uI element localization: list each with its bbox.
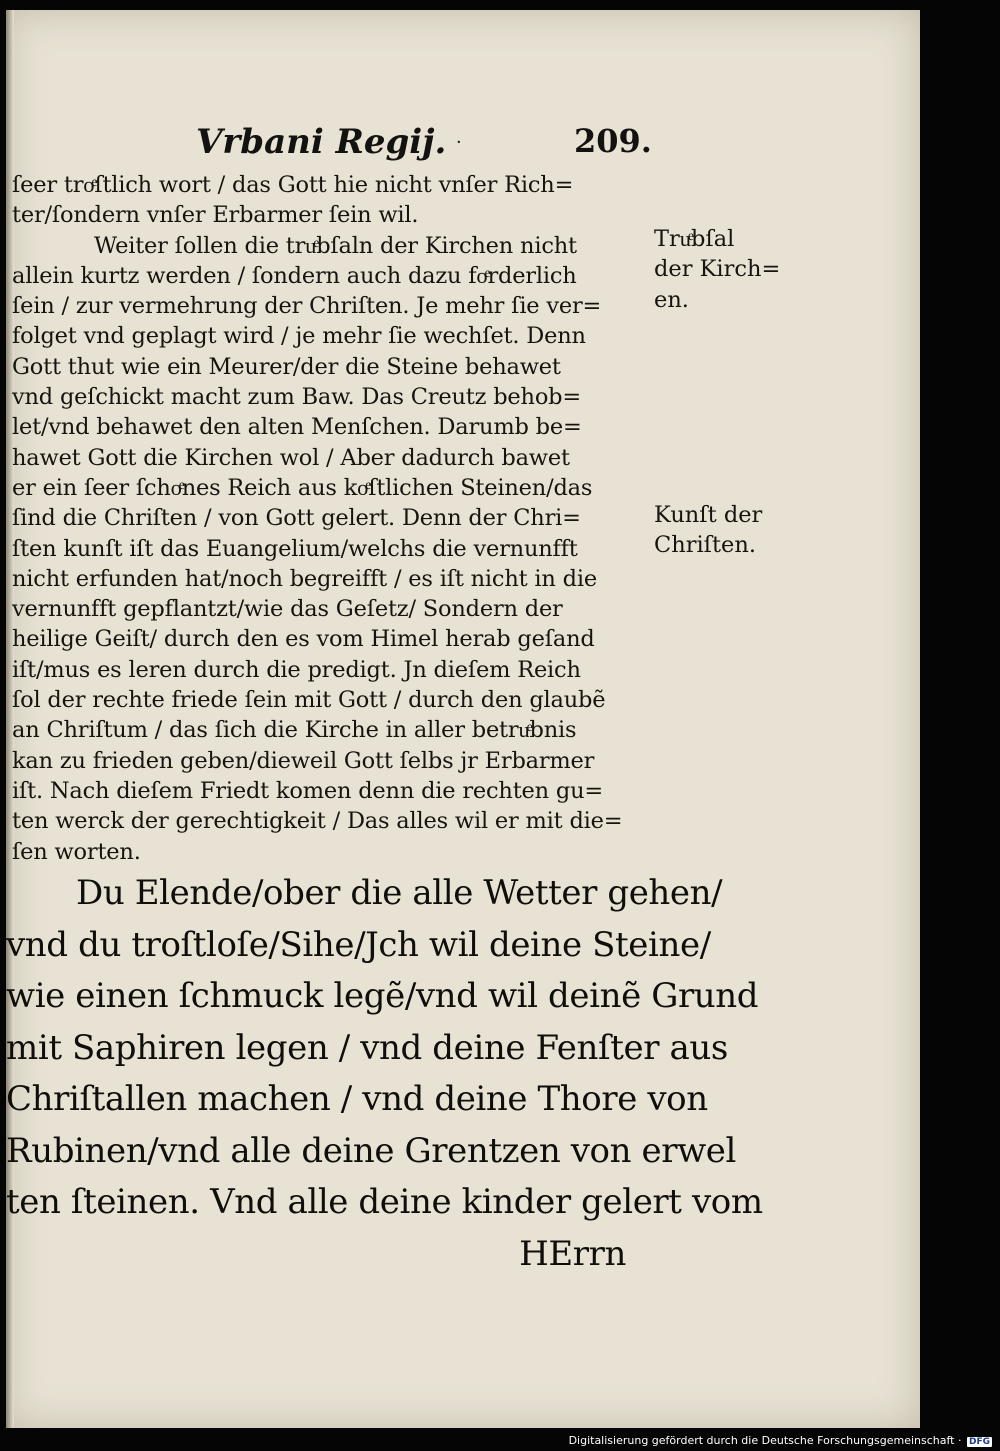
- text-line: an Chriſtum / das ſich die Kirche in aller betruͤbnis: [12, 717, 577, 744]
- margin-note-line: Chriſten.: [654, 532, 756, 559]
- text-line: nicht erfunden hat/noch begreifft / es iſt nicht in die: [12, 565, 597, 592]
- dfg-logo-icon: DFG: [968, 1437, 990, 1447]
- quote-line: Rubinen/vnd alle deine Grentzen von erwel: [6, 1130, 737, 1171]
- text-line: folget vnd geplagt wird / je mehr ſie wechſet. Denn: [12, 323, 586, 350]
- text-line: ter/ſondern vnſer Erbarmer ſein wil.: [12, 202, 419, 229]
- text-line: iſt/mus es leren durch die predigt. Jn dieſem Reich: [12, 656, 581, 683]
- body-text: [12, 170, 642, 867]
- quote-line: vnd du troſtloſe/Sihe/Jch wil deine Steine/: [6, 924, 711, 965]
- quote-line-catchword: HErrn: [519, 1233, 626, 1274]
- quote-line: Du Elende/ober die alle Wetter gehen/: [76, 873, 723, 913]
- page-header: [6, 122, 920, 162]
- text-line: ſol der rechte friede ſein mit Gott / durch den glaubẽ: [12, 687, 606, 714]
- text-line: iſt. Nach dieſem Friedt komen denn die rechten gu=: [12, 777, 604, 804]
- text-line: Weiter ſollen die truͤbſaln der Kirchen nicht: [94, 232, 577, 259]
- margin-note-line: Kunſt der: [654, 502, 763, 528]
- text-line: heilige Geiſt/ durch den es vom Himel herab geſand: [12, 626, 595, 653]
- text-line: vnd geſchickt macht zum Baw. Das Creutz behob=: [12, 384, 582, 411]
- digitization-credit: [569, 1434, 992, 1447]
- text-line: ſten kunſt iſt das Euangelium/welchs die vernunfft: [12, 535, 578, 562]
- credit-text: Digitalisierung gefördert durch die Deutsche Forschungsgemeinschaft ·: [568, 1434, 962, 1447]
- scripture-quote: [6, 868, 763, 1280]
- text-line: kan zu frieden geben/dieweil Gott ſelbs jr Erbarmer: [12, 747, 595, 774]
- text-line: ten werck der gerechtigkeit / Das alles wil er mit die=: [12, 808, 623, 835]
- margin-note-line: en.: [654, 286, 689, 313]
- quote-line: wie einen ſchmuck legẽ/vnd wil deinẽ Grund: [6, 976, 759, 1016]
- text-line: ſeer troͤſtlich wort / das Gott hie nicht vnſer Rich=: [12, 172, 574, 198]
- text-line: er ein ſeer ſchoͤnes Reich aus koͤſtlichen Steinen/das: [12, 474, 593, 501]
- margin-note-kunst: [654, 500, 762, 561]
- header-dot: ·: [456, 132, 462, 153]
- margin-note-line: der Kirch=: [654, 256, 781, 283]
- quote-line: ten ſteinen. Vnd alle deine kinder gelert vom: [6, 1182, 763, 1222]
- quote-line: mit Saphiren legen / vnd deine Fenſter aus: [6, 1027, 728, 1068]
- running-title: Vrbani Regij.: [196, 122, 447, 162]
- text-line: Gott thut wie ein Meurer/der die Steine behawet: [12, 353, 561, 380]
- margin-note-truebsal: [654, 224, 780, 315]
- text-line: ſind die Chriſten / von Gott gelert. Denn der Chri=: [12, 505, 581, 532]
- text-line: vernunfft gepflantzt/wie das Geſetz/ Sondern der: [12, 596, 563, 623]
- text-line: ſein / zur vermehrung der Chriſten. Je mehr ſie ver=: [12, 293, 602, 320]
- text-line: let/vnd behawet den alten Menſchen. Darumb be=: [12, 414, 582, 441]
- text-line: hawet Gott die Kirchen wol / Aber dadurch bawet: [12, 444, 570, 471]
- quote-line: Chriſtallen machen / vnd deine Thore von: [6, 1079, 708, 1119]
- margin-note-line: Truͤbſal: [654, 226, 735, 252]
- page-number: 209.: [574, 122, 652, 160]
- text-line: ſen worten.: [12, 838, 141, 865]
- text-line: allein kurtz werden / ſondern auch dazu foͤrderlich: [12, 262, 577, 289]
- book-page: [6, 10, 920, 1428]
